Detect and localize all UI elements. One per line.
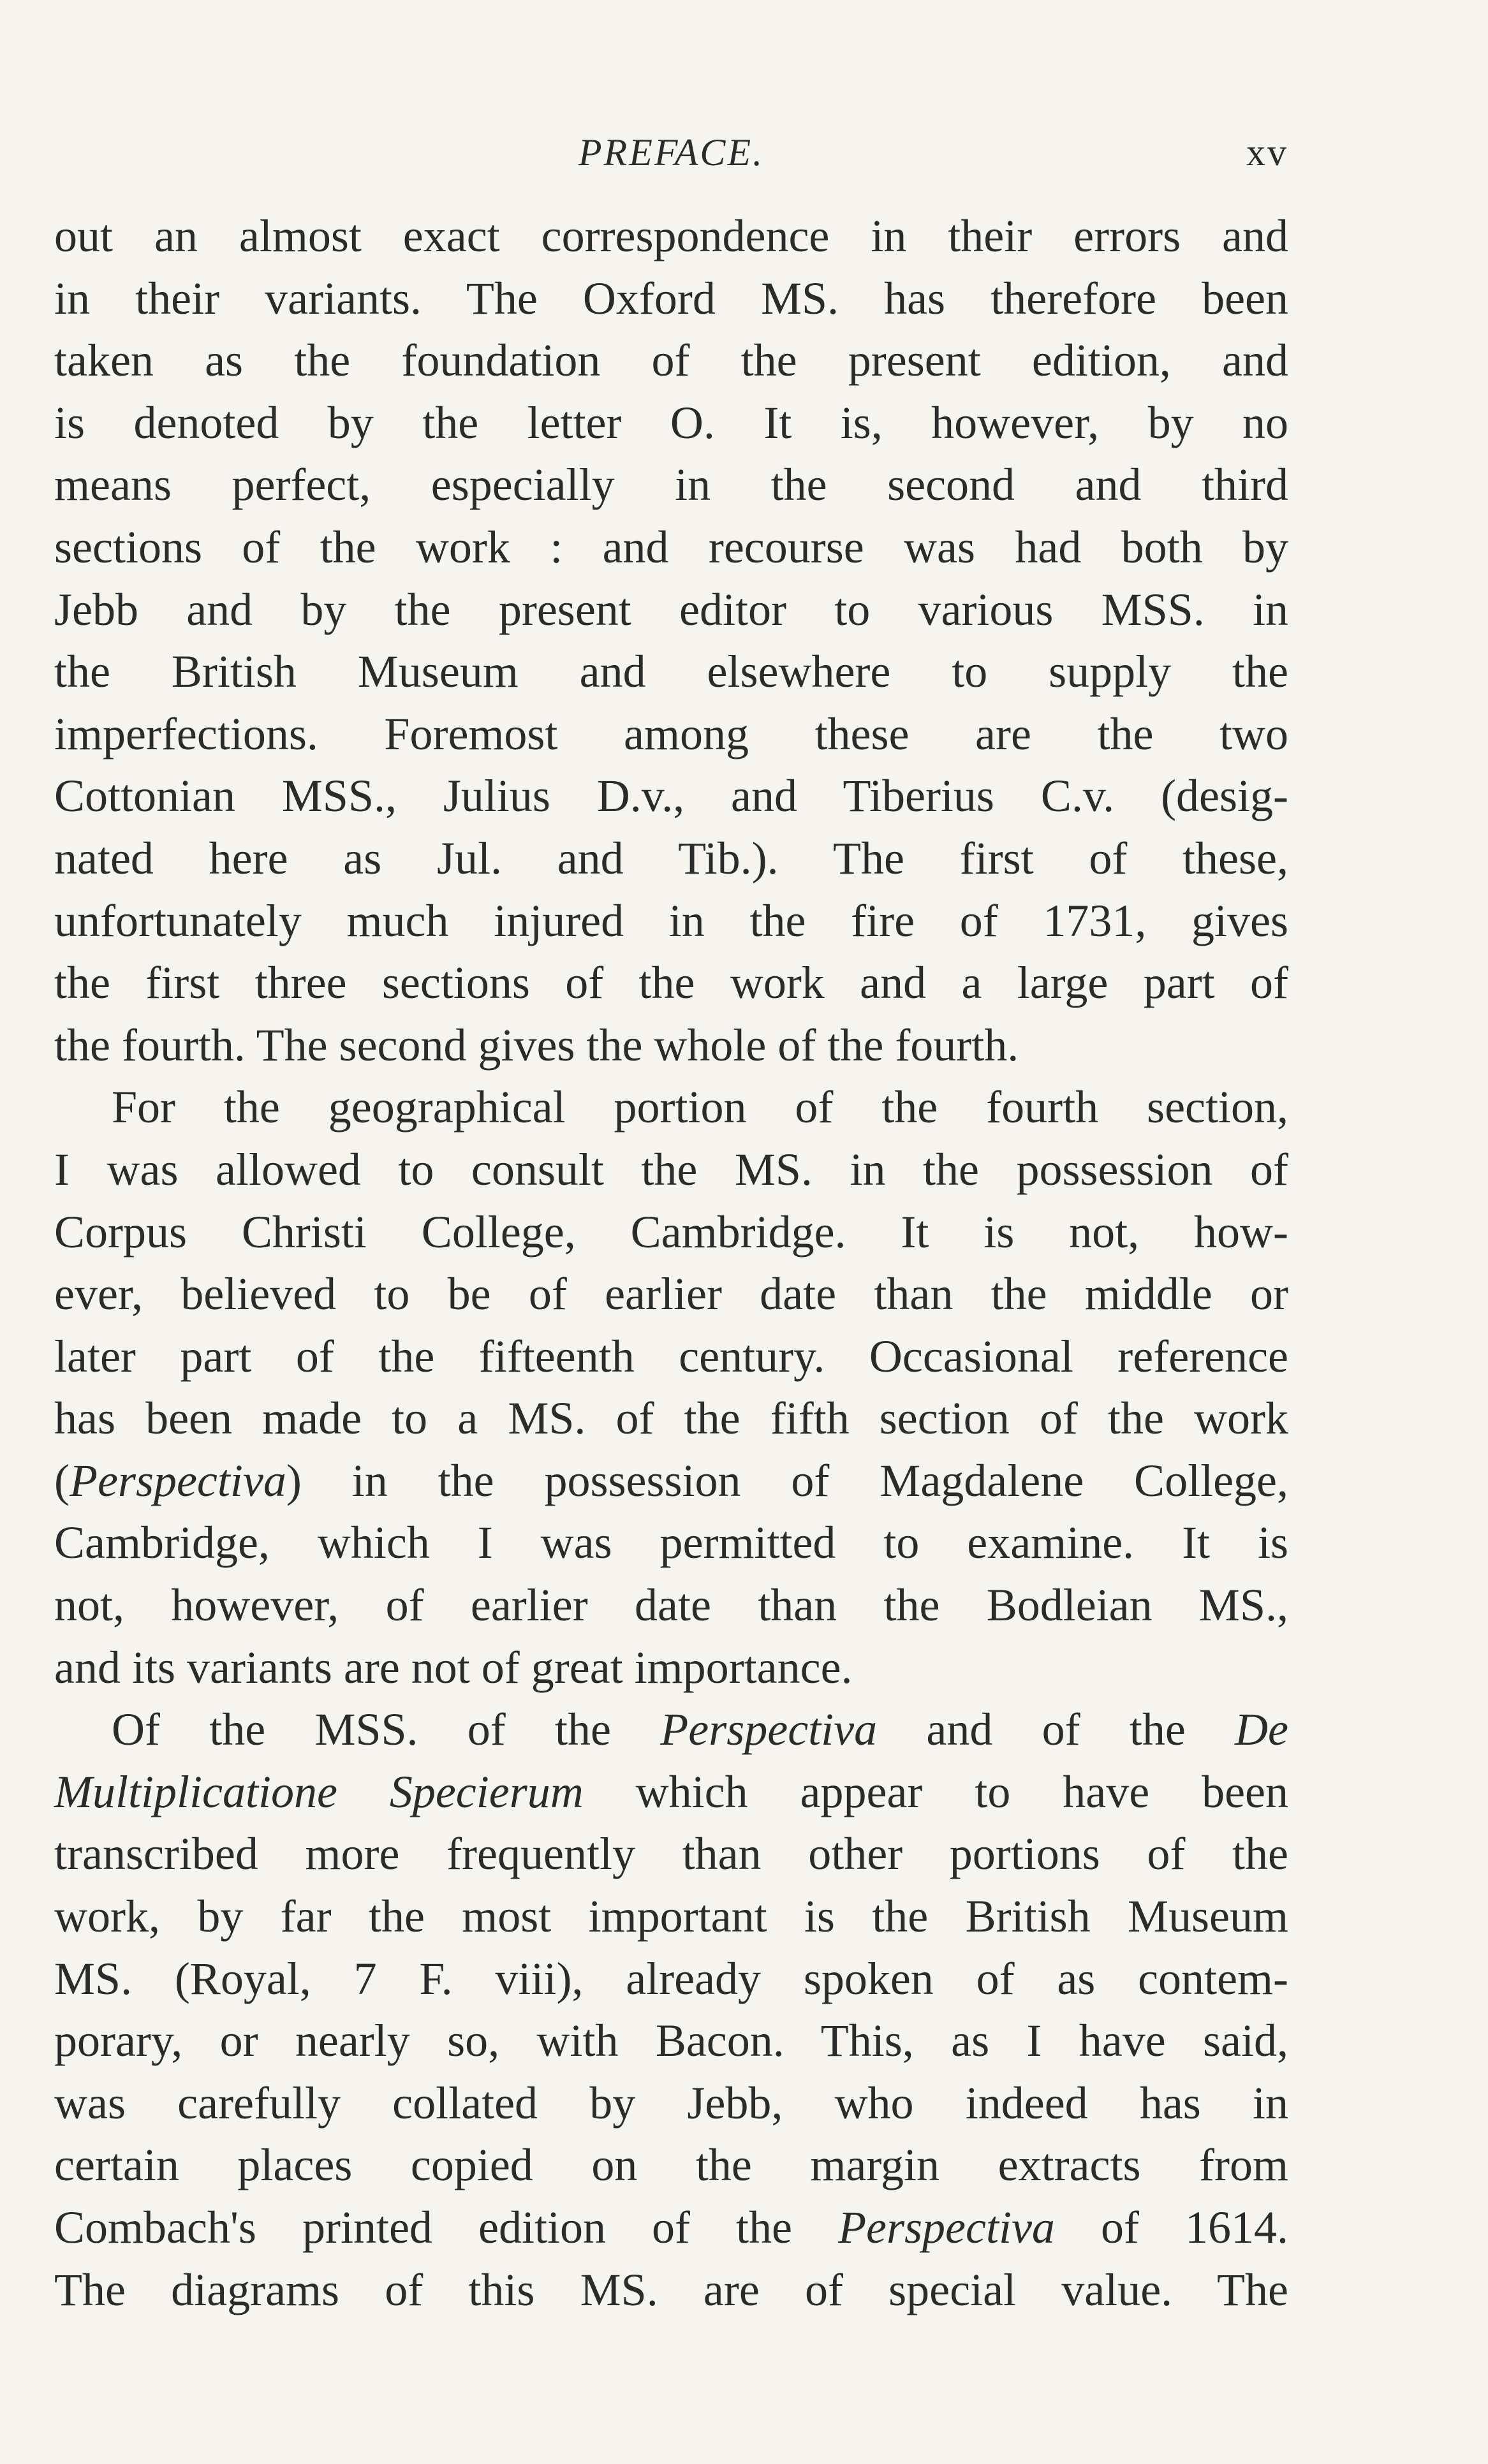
text-line: [54, 205, 1288, 268]
text-segment: taken as the foundation of the present edition, and: [54, 335, 1288, 386]
text-segment: Jebb and by the present editor to various MSS. in: [54, 583, 1288, 635]
text-segment: For the geographical portion of the fourth section,: [112, 1082, 1288, 1133]
text-segment: the fourth. The second gives the whole of the fourth.: [54, 1019, 1019, 1071]
text-line: [54, 1574, 1288, 1637]
text-line: [54, 1139, 1288, 1201]
text-segment: is denoted by the letter O. It is, however, by no: [54, 397, 1288, 448]
text-line: [54, 392, 1288, 455]
text-segment: The diagrams of this MS. are of special value. The: [54, 2264, 1288, 2315]
text-segment: Of the MSS. of the: [112, 1704, 661, 1756]
text-segment: Combach's printed edition of the: [54, 2202, 839, 2253]
text-segment: (: [54, 1455, 70, 1506]
text-segment: of 1614.: [1054, 2202, 1289, 2253]
body-text: [54, 205, 1288, 2321]
text-segment: certain places copied on the margin extracts from: [54, 2139, 1288, 2191]
text-line: [54, 579, 1288, 642]
italic-text: Perspectiva: [838, 2202, 1055, 2253]
text-segment: Corpus Christi College, Cambridge. It is not, how-: [54, 1206, 1288, 1258]
running-title: PREFACE.: [578, 131, 765, 173]
text-line: [54, 890, 1288, 953]
text-line: [54, 1326, 1288, 1388]
text-segment: and of the: [877, 1704, 1235, 1756]
text-line: [54, 454, 1288, 517]
text-line: [54, 2197, 1288, 2259]
text-segment: nated here as Jul. and Tib.). The first of these,: [54, 832, 1288, 884]
text-segment: transcribed more frequently than other portions of the: [54, 1828, 1288, 1880]
text-line: [54, 1015, 1288, 1077]
italic-text: Perspectiva: [660, 1704, 878, 1756]
text-segment: later part of the fifteenth century. Occasional reference: [54, 1330, 1288, 1382]
running-header: [54, 131, 1288, 182]
text-segment: I was allowed to consult the MS. in the possession of: [54, 1143, 1288, 1195]
text-line: [54, 1263, 1288, 1326]
text-segment: was carefully collated by Jebb, who indeed has in: [54, 2077, 1288, 2129]
text-line: [54, 1076, 1288, 1139]
text-line: [54, 2072, 1288, 2135]
text-line: [54, 517, 1288, 579]
text-line: [54, 703, 1288, 766]
text-segment: unfortunately much injured in the fire of 1731, gives: [54, 895, 1288, 946]
text-line: [54, 268, 1288, 330]
text-segment: the British Museum and elsewhere to supply the: [54, 646, 1288, 698]
page-number: xv: [1246, 131, 1288, 173]
text-line: [54, 330, 1288, 392]
text-line: [54, 1886, 1288, 1948]
text-segment: out an almost exact correspondence in their errors and: [54, 210, 1288, 261]
text-segment: ever, believed to be of earlier date than the middle or: [54, 1268, 1288, 1320]
text-segment: which appear to have been: [583, 1766, 1288, 1817]
text-line: [54, 1637, 1288, 1699]
text-segment: Cambridge, which I was permitted to examine. It is: [54, 1517, 1288, 1569]
text-segment: work, by far the most important is the British Museum: [54, 1891, 1288, 1942]
text-line: [54, 952, 1288, 1015]
text-line: [54, 641, 1288, 703]
text-segment: porary, or nearly so, with Bacon. This, as I have said,: [54, 2015, 1288, 2067]
text-line: [54, 1450, 1288, 1513]
text-segment: not, however, of earlier date than the Bodleian MS.,: [54, 1580, 1288, 1631]
text-segment: imperfections. Foremost among these are the two: [54, 708, 1288, 759]
text-line: [54, 1761, 1288, 1824]
italic-text: De: [1235, 1704, 1288, 1756]
text-line: [54, 1201, 1288, 1264]
text-line: [54, 1948, 1288, 2011]
italic-text: Multiplicatione Specierum: [54, 1766, 584, 1817]
italic-text: Perspectiva: [69, 1455, 286, 1506]
text-segment: means perfect, especially in the second and third: [54, 459, 1288, 511]
text-line: [54, 1388, 1288, 1450]
text-segment: ) in the possession of Magdalene College,: [286, 1455, 1288, 1506]
text-line: [54, 1699, 1288, 1761]
text-segment: and its variants are not of great importance.: [54, 1641, 853, 1693]
text-segment: has been made to a MS. of the fifth section of the work: [54, 1393, 1288, 1444]
text-segment: the first three sections of the work and a large part of: [54, 957, 1288, 1009]
text-segment: in their variants. The Oxford MS. has therefore been: [54, 272, 1288, 324]
text-segment: MS. (Royal, 7 F. viii), already spoken of as contem-: [54, 1953, 1288, 2004]
text-segment: sections of the work : and recourse was had both by: [54, 521, 1288, 573]
text-segment: Cottonian MSS., Julius D.v., and Tiberius C.v. (desig-: [54, 770, 1288, 822]
text-line: [54, 828, 1288, 890]
text-line: [54, 2134, 1288, 2197]
text-line: [54, 2010, 1288, 2072]
text-line: [54, 1512, 1288, 1574]
text-line: [54, 1823, 1288, 1886]
text-line: [54, 765, 1288, 828]
text-line: [54, 2259, 1288, 2322]
